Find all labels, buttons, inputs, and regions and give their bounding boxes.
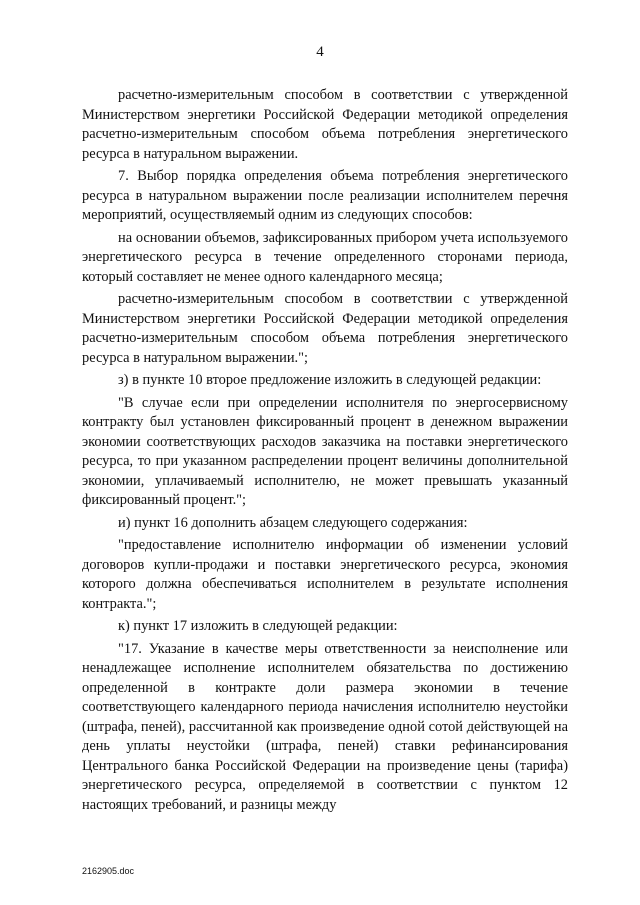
paragraph-item-17-quote: "17. Указание в качестве меры ответственности за неисполнение или ненадлежащее исполнение исполнителем обязательства по достижению определенной в контракте доли размера экономии в течение соответствующего календарного периода начисления исполнителю неустойки (штрафа, пеней), рассчитанной как произведение одной сотой действующей на день уплаты неустойки (штрафа, пеней) ставки рефинансирования Центрального банка Российской Федерации на произведение цены (тарифа) энергетического ресурса, определяемой в соответствии с пунктом 12 настоящих требований, и разницы между (82, 640, 568, 813)
paragraph-calculation-option: расчетно-измерительным способом в соответствии с утвержденной Министерством энергетики Российской Федерации методикой определения расчетно-измерительным способом объема потребления энергетического ресурса в натуральном выражении."; (82, 291, 568, 366)
file-name-footer: 2162905.doc (82, 866, 135, 876)
paragraph-amendment-z: з) в пункте 10 второе предложение изложить в следующей редакции: (118, 372, 542, 388)
paragraph-item-7: 7. Выбор порядка определения объема потребления энергетического ресурса в натуральном выражении после реализации исполнителем перечня мероприятий, осуществляемый одним из следующих способов: (82, 168, 568, 223)
paragraph-amendment-k: к) пункт 17 изложить в следующей редакции: (118, 618, 398, 634)
paragraph-fixed-percent-quote: "В случае если при определении исполнителя по энергосервисному контракту был установлен фиксированный процент в денежном выражении экономии соответствующих расходов заказчика на поставки энергетического ресурса, то при указанном распределении процент величины дополнительной экономии, уплачиваемый исполнителю, не может превышать указанный фиксированный процент."; (82, 394, 568, 508)
paragraph-method-continued: расчетно-измерительным способом в соответствии с утвержденной Министерством энергетики Российской Федерации методикой определения расчетно-измерительным способом объема потребления энергетического ресурса в натуральном выражении. (82, 87, 568, 162)
document-body (82, 86, 568, 815)
paragraph-amendment-i: и) пункт 16 дополнить абзацем следующего содержания: (118, 514, 468, 531)
page-number: 4 (316, 44, 324, 60)
paragraph-information-quote: "предоставление исполнителю информации об изменении условий договоров купли-продажи и поставки энергетического ресурса, экономия которого должна обеспечиваться исполнителем в результате исполнения контракта."; (82, 537, 568, 612)
paragraph-meter-option: на основании объемов, зафиксированных прибором учета используемого энергетического ресурса в течение определенного сторонами периода, который составляет не менее одного календарного месяца; (82, 229, 568, 285)
